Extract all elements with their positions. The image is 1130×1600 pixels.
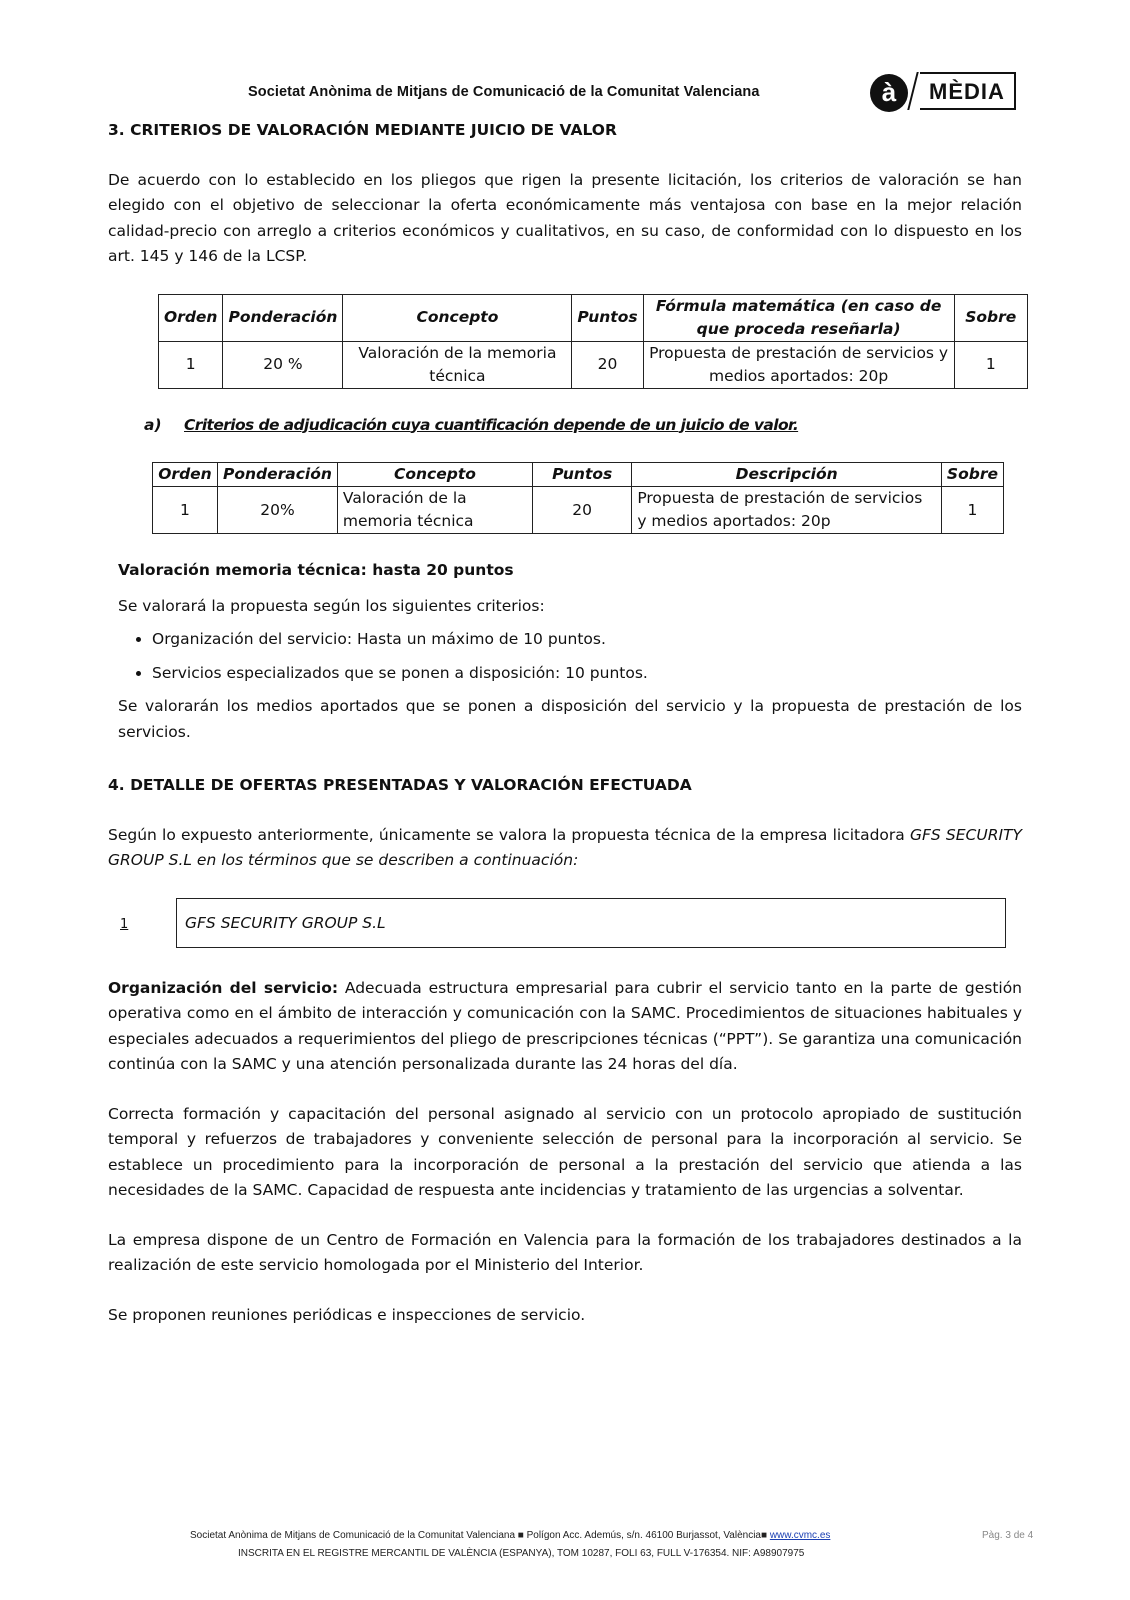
- list-item: • Organización del servicio: Hasta un máximo de 10 puntos.: [152, 627, 1022, 653]
- footer-address-text: Societat Anònima de Mitjans de Comunicació de la Comunitat Valenciana ■ Polígon Acc. Ademús, s/n. 46100 Burjassot, València■: [190, 1530, 770, 1541]
- table2-cell-orden: 1: [153, 487, 218, 534]
- table1-cell-formula: Propuesta de prestación de servicios y medios aportados: 20p: [643, 341, 954, 388]
- section-3-title: 3. CRITERIOS DE VALORACIÓN MEDIANTE JUICIO DE VALOR: [108, 121, 617, 139]
- training-paragraph: Correcta formación y capacitación del personal asignado al servicio con un protocolo apropiado de sustitución temporal y refuerzos de trabajadores y conveniente selección de personal para la incorporación al servicio. Se establece un procedimiento para la incorporación de personal a la prestación del servicio que atienda a las necesidades de la SAMC. Capacidad de respuesta ante incidencias y tratamiento de las urgencias a solventar.: [108, 1104, 1022, 1199]
- table-row: [153, 487, 1004, 534]
- organization-label: Organización del servicio:: [108, 978, 339, 997]
- training-center-paragraph: La empresa dispone de un Centro de Formación en Valencia para la formación de los trabajadores destinados a la realización de este servicio homologada por el Ministerio del Interior.: [108, 1230, 1022, 1274]
- memoria-title: Valoración memoria técnica: hasta 20 puntos: [118, 561, 514, 579]
- footer-address: [190, 1530, 830, 1541]
- table1-header-orden: Orden: [159, 294, 223, 341]
- criteria-list: [108, 627, 1022, 686]
- main-content: [108, 118, 1022, 1328]
- table1-header-concepto: Concepto: [343, 294, 572, 341]
- page-number: Pàg. 3 de 4: [982, 1530, 1034, 1541]
- table2-header-concepto: Concepto: [337, 463, 532, 487]
- memoria-intro: Se valorará la propuesta según los siguientes criterios:: [118, 596, 545, 615]
- company-number: 1: [120, 916, 129, 932]
- subsection-a-heading: [144, 413, 1022, 439]
- section-3-intro: De acuerdo con lo establecido en los pliegos que rigen la presente licitación, los criterios de valoración se han elegido con el objetivo de seleccionar la oferta económicamente más ventajosa con base en la mejor relación calidad-precio con arreglo a criterios económicos y cualitativos, en su caso, de conformidad con lo dispuesto en los art. 145 y 146 de la LCSP.: [108, 170, 1022, 265]
- section-4-intro-italic: GFS SECURITY GROUP S.L en los términos que se describen a continuación:: [108, 825, 1022, 869]
- a-punt-logo-icon: à: [870, 74, 908, 112]
- section-4-intro-text: Según lo expuesto anteriormente, únicamente se valora la propuesta técnica de la empresa licitadora: [108, 825, 910, 844]
- criteria-table-description: [152, 462, 1004, 534]
- table2-header-puntos: Puntos: [532, 463, 631, 487]
- table2-cell-puntos: 20: [532, 487, 631, 534]
- table2-header-sobre: Sobre: [941, 463, 1003, 487]
- footer-registry: INSCRITA EN EL REGISTRE MERCANTIL DE VALÈNCIA (ESPANYA), TOM 10287, FOLI 63, FULL V-176354. NIF: A98907975: [238, 1548, 805, 1559]
- table1-header-formula: Fórmula matemática (en caso de que proceda reseñarla): [643, 294, 954, 341]
- table2-header-descripcion: Descripción: [632, 463, 942, 487]
- table1-cell-orden: 1: [159, 341, 223, 388]
- subsection-a-title: Criterios de adjudicación cuya cuantificación depende de un juicio de valor.: [184, 415, 799, 434]
- table1-header-ponderacion: Ponderación: [223, 294, 343, 341]
- media-logo: MÈDIA: [920, 72, 1016, 110]
- meetings-paragraph: Se proponen reuniones periódicas e inspecciones de servicio.: [108, 1305, 586, 1324]
- footer-website-link[interactable]: www.cvmc.es: [769, 1530, 831, 1541]
- table2-cell-concepto: Valoración de la memoria técnica: [337, 487, 532, 534]
- table1-header-sobre: Sobre: [954, 294, 1027, 341]
- subsection-a-marker: a): [144, 415, 162, 434]
- table2-cell-ponderacion: 20%: [217, 487, 337, 534]
- memoria-closing: Se valorarán los medios aportados que se ponen a disposición del servicio y la propuesta de prestación de los servicios.: [118, 697, 1022, 741]
- company-name-box: GFS SECURITY GROUP S.L: [176, 898, 1006, 948]
- table1-cell-concepto: Valoración de la memoria técnica: [343, 341, 572, 388]
- criteria-table-formula: [158, 294, 1028, 389]
- table1-cell-puntos: 20: [572, 341, 643, 388]
- table2-cell-descripcion: Propuesta de prestación de servicios y medios aportados: 20p: [632, 487, 942, 534]
- table-row: [159, 341, 1028, 388]
- list-item: • Servicios especializados que se ponen a disposición: 10 puntos.: [152, 661, 1022, 687]
- table1-header-puntos: Puntos: [572, 294, 643, 341]
- header-org-name: Societat Anònima de Mitjans de Comunicació de la Comunitat Valenciana: [248, 84, 760, 100]
- organization-paragraph: [108, 976, 1022, 1078]
- section-4-intro: [108, 823, 1022, 874]
- table2-header-orden: Orden: [153, 463, 218, 487]
- table2-header-ponderacion: Ponderación: [217, 463, 337, 487]
- table2-cell-sobre: 1: [941, 487, 1003, 534]
- section-4-title: 4. DETALLE DE OFERTAS PRESENTADAS Y VALORACIÓN EFECTUADA: [108, 776, 692, 794]
- company-entry: [108, 898, 1022, 952]
- table1-cell-sobre: 1: [954, 341, 1027, 388]
- table1-cell-ponderacion: 20 %: [223, 341, 343, 388]
- organization-text: Adecuada estructura empresarial para cubrir el servicio tanto en la parte de gestión operativa como en el ámbito de interacción y comunicación con la SAMC. Procedimientos de situaciones habituales y especiales adecuados a requerimientos del pliego de prescripciones técnicas (“PPT”). Se garantiza una comunicación continúa con la SAMC y una atención personalizada durante las 24 horas del día.: [108, 978, 1023, 1073]
